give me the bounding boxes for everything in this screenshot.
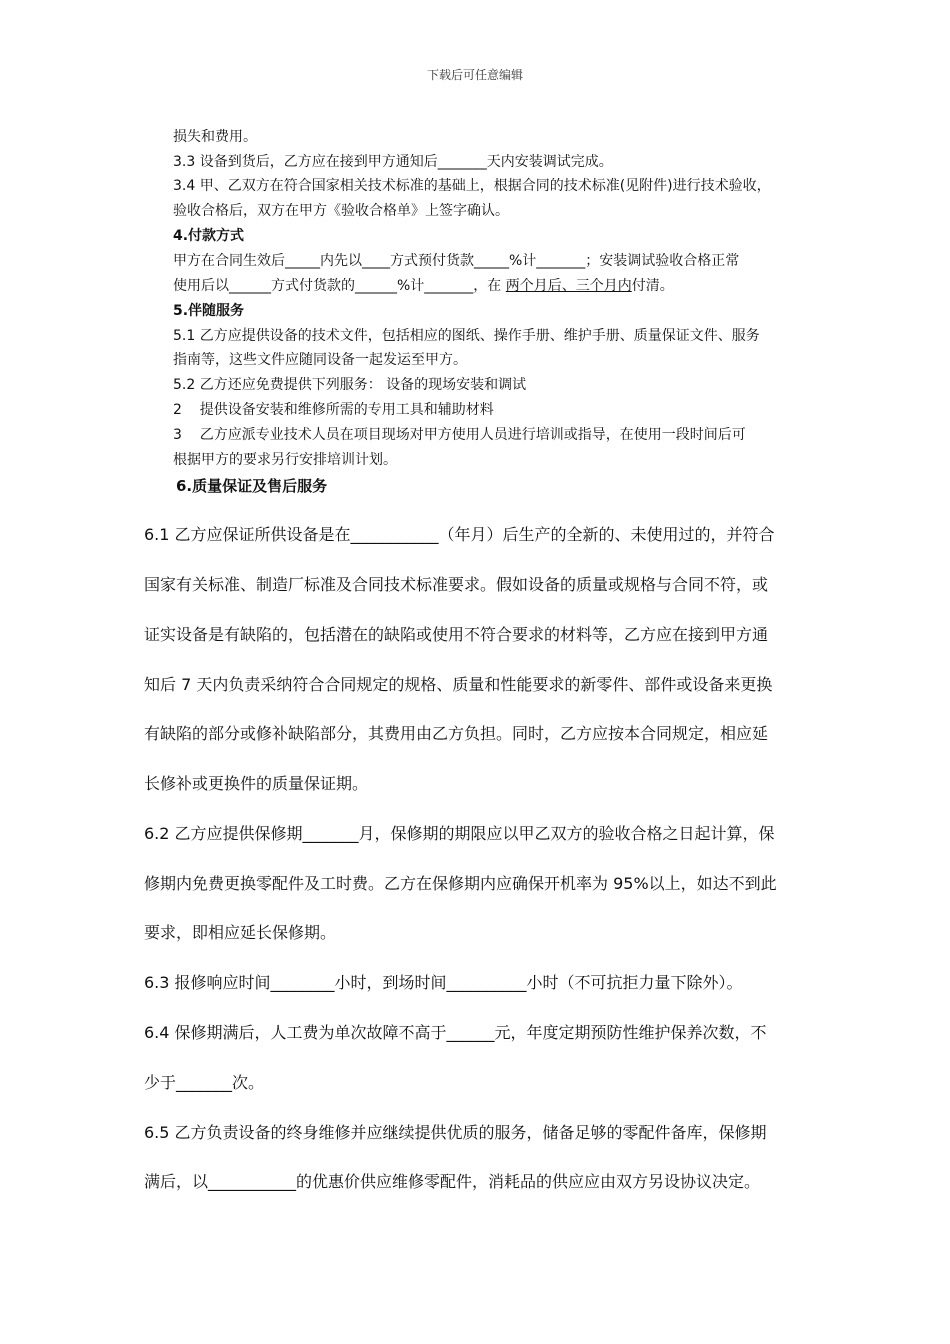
section-6-heading: 6.质量保证及售后服务 [176, 477, 328, 495]
text-line: 指南等，这些文件应随同设备一起发运至甲方。 [173, 352, 467, 368]
clause-line: 证实设备是有缺陷的，包括潜在的缺陷或使用不符合要求的材料等，乙方应在接到甲方通 [144, 625, 769, 644]
clause-line: 6.2 乙方应提供保修期_______月，保修期的期限应以甲乙双方的验收合格之日起计算，保 [144, 824, 775, 843]
text-line: 3.3 设备到货后，乙方应在接到甲方通知后_______天内安装调试完成。 [173, 154, 613, 170]
underlined-term: 两个月后、三个月内 [505, 278, 632, 294]
clause-line: 知后 7 天内负责采纳符合合同规定的规格、质量和性能要求的新零件、部件或设备来更换 [144, 675, 773, 694]
clause-line: 6.4 保修期满后，人工费为单次故障不高于______元，年度定期预防性维护保养次数，不 [144, 1023, 767, 1042]
text-line: 验收合格后，双方在甲方《验收合格单》上签字确认。 [173, 203, 509, 219]
text-line: 3.4 甲、乙双方在符合国家相关技术标准的基础上，根据合同的技术标准(见附件)进行技术验收， [173, 178, 771, 194]
clause-line: 长修补或更换件的质量保证期。 [144, 774, 369, 793]
payment-line [173, 276, 674, 296]
clause-line: 有缺陷的部分或修补缺陷部分，其费用由乙方负担。同时，乙方应按本合同规定，相应延 [144, 724, 769, 743]
clause-line: 6.5 乙方负责设备的终身维修并应继续提供优质的服务，储备足够的零配件备库，保修期 [144, 1123, 767, 1142]
text-line: 损失和费用。 [173, 129, 257, 145]
clause-line: 6.1 乙方应保证所供设备是在___________（年月）后生产的全新的、未使用过的，并符合 [144, 525, 775, 544]
page-header: 下载后可任意编辑 [426, 68, 523, 82]
text-line: 2 提供设备安装和维修所需的专用工具和辅助材料 [173, 402, 494, 418]
text-line: 3 乙方应派专业技术人员在项目现场对甲方使用人员进行培训或指导，在使用一段时间后可 [173, 427, 746, 443]
text-span: 使用后以______方式付货款的______%计_______，在 [173, 278, 506, 294]
clause-line: 修期内免费更换零配件及工时费。乙方在保修期内应确保开机率为 95%以上，如达不到此 [144, 874, 777, 893]
section-heading: 4.付款方式 [173, 228, 245, 244]
text-line: 5.2 乙方还应免费提供下列服务： 设备的现场安装和调试 [173, 377, 527, 393]
text-line: 5.1 乙方应提供设备的技术文件，包括相应的图纸、操作手册、维护手册、质量保证文件、服务 [173, 328, 760, 344]
section-heading: 5.伴随服务 [173, 303, 245, 319]
clause-line: 满后，以___________的优惠价供应维修零配件，消耗品的供应应由双方另设协议决定。 [144, 1172, 761, 1191]
clause-line: 要求，即相应延长保修期。 [144, 923, 337, 942]
clause-line: 少于_______次。 [144, 1073, 265, 1092]
text-line: 甲方在合同生效后_____内先以____方式预付货款_____%计_______；安装调试验收合格正常 [173, 253, 740, 269]
clause-line: 6.3 报修响应时间________小时，到场时间__________小时（不可抗拒力量下除外）。 [144, 973, 743, 992]
text-span: 付清。 [631, 278, 674, 294]
text-line: 根据甲方的要求另行安排培训计划。 [173, 452, 397, 468]
clause-line: 国家有关标准、制造厂标准及合同技术标准要求。假如设备的质量或规格与合同不符，或 [144, 575, 769, 594]
